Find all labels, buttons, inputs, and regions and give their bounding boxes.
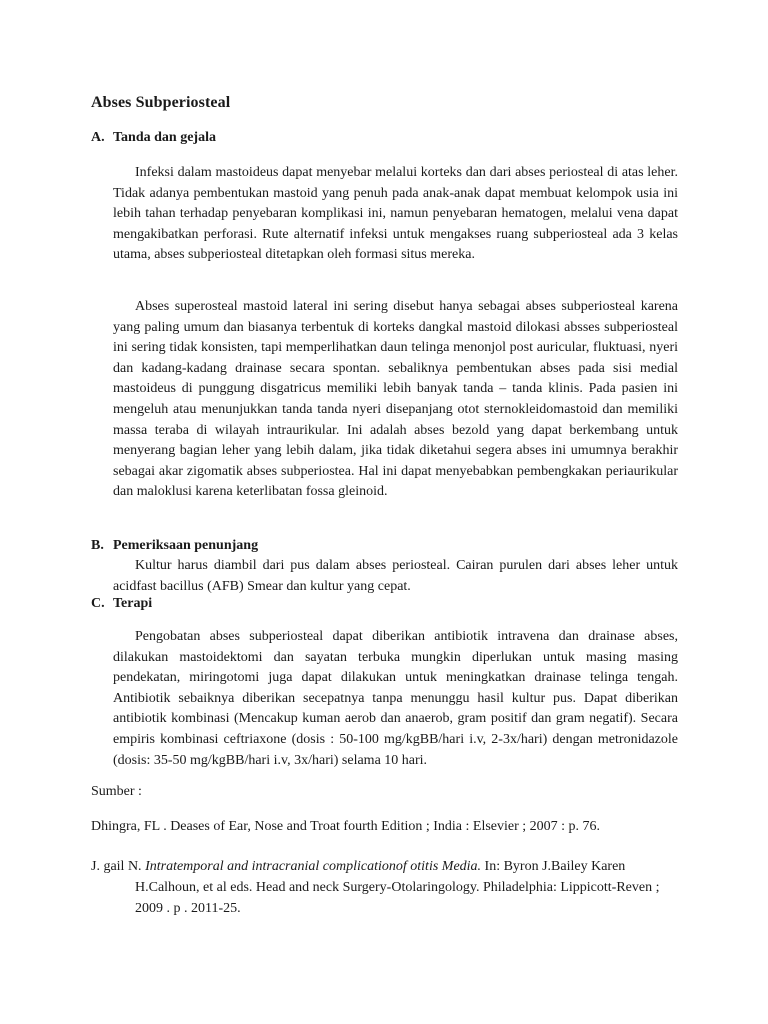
- section-letter: A.: [91, 130, 105, 145]
- section-title: Pemeriksaan penunjang: [113, 538, 259, 553]
- reference-title-italic: Intratemporal and intracranial complicationof otitis Media.: [145, 859, 482, 874]
- paragraph-b1: Kultur harus diambil dari pus dalam abses periosteal. Cairan purulen dari abses leher untuk acidfast bacillus (AFB) Smear dan kultur yang cepat.: [113, 558, 678, 594]
- sources-label: Sumber :: [91, 784, 142, 799]
- paragraph-a2: Abses superosteal mastoid lateral ini sering disebut hanya sebagai abses subperiosteal karena yang paling umum dan biasanya terbentuk di korteks dangkal mastoid dilokasi absses subperiosteal ini sering tidak konsisten, tapi memperlihatkan daun telinga menonjol post auricular, fluktuasi, nyeri dan kadang-kadang drainase secara spontan. sebaliknya pembentukan abses pada sisi medial mastoideus di punggung disgatricus memiliki lebih banyak tanda – tanda klinis. Pada pasien ini mengeluh atau menunjukkan tanda tanda nyeri disepanjang otot sternokleidomastoid dan memiliki massa teraba di wilayah intraurikular. Ini adalah abses bezold yang dapat berkembang untuk menyerang bagian leher yang lebih dalam, jika tidak diketahui segera abses ini umumnya berakhir sebagai akar zigomatik abses subperiostea. Hal ini dapat menyebabkan pembengkakan periaurikular dan maloklusi karena keterlibatan fossa gleinoid.: [113, 299, 678, 500]
- section-heading-a: [91, 130, 216, 146]
- paragraph-a1: Infeksi dalam mastoideus dapat menyebar melalui korteks dan dari abses periosteal di atas leher. Tidak adanya pembentukan mastoid yang penuh pada anak-anak dapat membuat kelompok usia ini lebih tahan terhadap penyebaran komplikasi ini, namun penyebaran hematogen, melalui vena dapat mengakibatkan perforasi. Rute alternatif infeksi untuk mengakses ruang subperiosteal ada 3 kelas utama, abses subperiosteal ditetapkan oleh formasi situs mereka.: [113, 165, 678, 263]
- section-title: Tanda dan gejala: [113, 130, 216, 145]
- reference-2: [91, 856, 690, 919]
- reference-details: In: Byron J.Bailey Karen H.Calhoun, et al eds. Head and neck Surgery-Otolaringology. Philadelphia: Lippicott-Reven ; 2009 . p . 2011-25.: [135, 859, 660, 916]
- section-heading-b: [91, 538, 258, 554]
- reference-1: [91, 816, 691, 837]
- reference-text: Dhingra, FL . Deases of Ear, Nose and Troat fourth Edition ; India : Elsevier ; 2007 : p. 76.: [91, 819, 601, 834]
- section-heading-c: [91, 596, 152, 612]
- reference-author: J. gail N.: [91, 859, 146, 874]
- paragraph-c1: Pengobatan abses subperiosteal dapat diberikan antibiotik intravena dan drainase abses, dilakukan mastoidektomi dan sayatan terbuka mungkin diperlukan untuk masing masing pendekatan, miringotomi juga dapat dilakukan untuk meningkatkan drainase telinga tengah. Antibiotik sebaiknya diberikan secepatnya tanpa menunggu hasil kultur pus. Dapat diberikan antibiotik kombinasi (Mencakup kuman aerob dan anaerob, gram positif dan gram negatif). Secara empiris kombinasi ceftriaxone (dosis : 50-100 mg/kgBB/hari i.v, 2-3x/hari) dengan metronidazole (dosis: 35-50 mg/kgBB/hari i.v, 3x/hari) selama 10 hari.: [113, 629, 678, 768]
- section-letter: B.: [91, 538, 104, 553]
- section-title: Terapi: [113, 596, 153, 611]
- section-letter: C.: [91, 596, 105, 611]
- document-title: Abses Subperiosteal: [91, 94, 231, 111]
